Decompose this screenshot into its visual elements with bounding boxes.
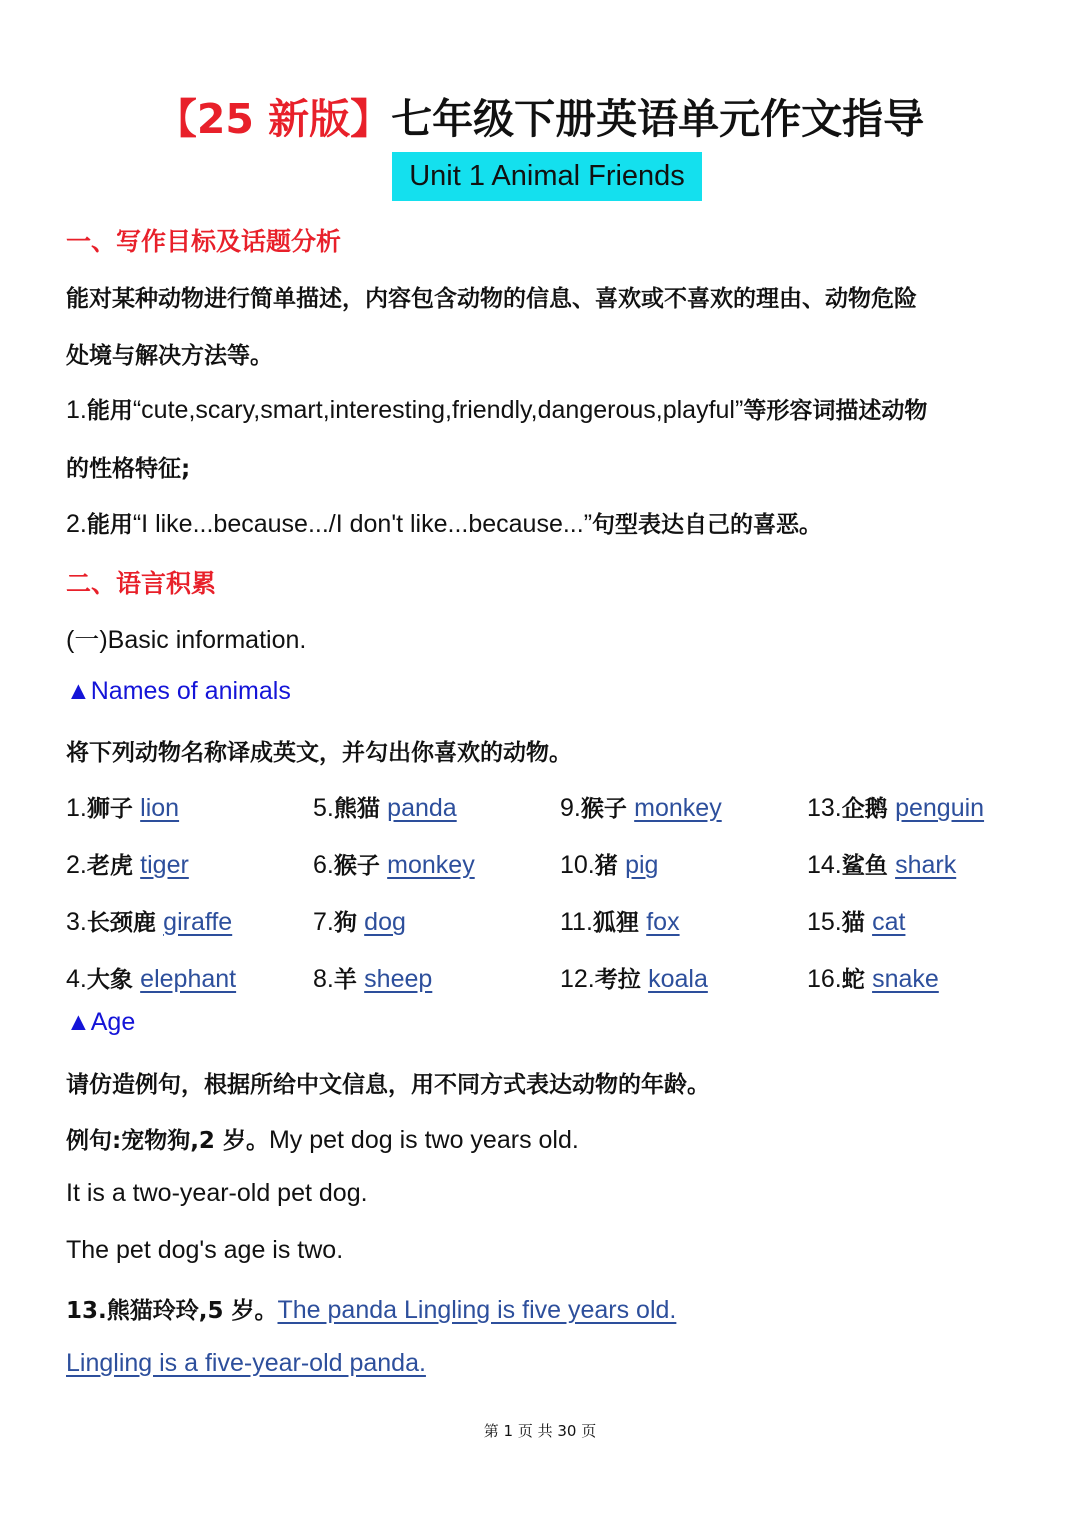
animal-num: 1.: [66, 794, 87, 822]
intro-line1: 能对某种动物进行简单描述，内容包含动物的信息、喜欢或不喜欢的理由、动物危险: [66, 286, 917, 312]
animal-num: 2.: [66, 851, 87, 879]
animal-num: 7.: [313, 908, 334, 936]
animal-answer: lion: [140, 794, 180, 822]
age-heading: ▲Age: [66, 1008, 136, 1036]
question-13-answer-1: The panda Lingling is five years old.: [277, 1296, 677, 1324]
goal-item-2-num: 2.: [66, 510, 87, 538]
goal-item-1-num: 1.: [66, 396, 87, 424]
animal-cn: 猴子: [333, 853, 380, 879]
example-label: 例句:宠物狗,2 岁。: [66, 1128, 269, 1154]
animal-cn: 狗: [333, 910, 357, 936]
animal-cn: 熊猫: [333, 796, 380, 822]
animal-num: 11.: [560, 908, 593, 936]
animal-answer: fox: [646, 908, 680, 936]
section1-heading: 一、写作目标及话题分析: [66, 227, 342, 256]
animal-item: [560, 961, 708, 994]
animal-answer: giraffe: [163, 908, 233, 936]
animal-answer: pig: [625, 851, 659, 879]
animal-cn: 企鹅: [841, 796, 888, 822]
animal-num: 16.: [807, 965, 842, 993]
animal-cn: 猫: [841, 910, 865, 936]
goal-item-1: [66, 392, 927, 425]
animal-cn: 羊: [333, 967, 357, 993]
animal-cn: 猴子: [580, 796, 627, 822]
animal-cn: 蛇: [841, 967, 865, 993]
animal-cn: 鲨鱼: [841, 853, 888, 879]
animal-num: 8.: [313, 965, 334, 993]
page-footer: 第 1 页 共 30 页: [483, 1422, 597, 1440]
goal-item-2-pattern: “I like...because.../I don't like...because...”: [132, 510, 593, 538]
section2-heading: 二、语言积累: [66, 569, 217, 598]
example-line: [66, 1122, 579, 1155]
animal-cn: 狮子: [86, 796, 133, 822]
animal-answer: sheep: [364, 965, 433, 993]
title-prefix: 【25 新版】: [155, 95, 392, 143]
goal-item-2: [66, 506, 822, 539]
animal-answer: shark: [895, 851, 957, 879]
goal-item-1-cn2: 等形容词描述动物: [743, 398, 928, 424]
example-sentence-2: It is a two-year-old pet dog.: [66, 1179, 368, 1207]
animal-item: [560, 847, 658, 880]
animal-num: 10.: [560, 851, 595, 879]
animal-item: [807, 847, 956, 880]
animal-item: [66, 904, 232, 937]
intro-line2: 处境与解决方法等。: [66, 343, 273, 369]
animal-cn: 大象: [86, 967, 133, 993]
animal-answer: snake: [872, 965, 939, 993]
animal-num: 14.: [807, 851, 842, 879]
goal-item-2-cn2: 句型表达自己的喜恶。: [592, 512, 823, 538]
animal-item: [807, 904, 905, 937]
example-sentence-3: The pet dog's age is two.: [66, 1236, 344, 1264]
names-of-animals-heading: ▲Names of animals: [66, 677, 291, 705]
age-instruction: 请仿造例句，根据所给中文信息，用不同方式表达动物的年龄。: [66, 1072, 710, 1098]
animal-cn: 考拉: [594, 967, 641, 993]
animal-cn: 老虎: [86, 853, 133, 879]
animal-cn: 狐狸: [592, 910, 639, 936]
animal-item: [807, 790, 984, 823]
example-sentence-1: My pet dog is two years old.: [268, 1126, 579, 1154]
animal-cn: 猪: [594, 853, 618, 879]
animal-answer: penguin: [895, 794, 985, 822]
animal-num: 6.: [313, 851, 334, 879]
basic-info-subheading: (一)Basic information.: [66, 626, 307, 654]
animal-num: 15.: [807, 908, 842, 936]
animal-item: [313, 961, 432, 994]
animal-item: [560, 790, 722, 823]
unit-label: Unit 1 Animal Friends: [392, 152, 702, 201]
page-title: [0, 86, 1080, 145]
goal-item-2-cn1: 能用: [86, 512, 133, 538]
animal-num: 4.: [66, 965, 87, 993]
goal-item-1-adjectives: “cute,scary,smart,interesting,friendly,dangerous,playful”: [132, 396, 744, 424]
animal-answer: monkey: [634, 794, 722, 822]
animal-item: [313, 847, 475, 880]
animal-num: 5.: [313, 794, 334, 822]
animal-item: [66, 790, 179, 823]
goal-item-1-cn1: 能用: [86, 398, 133, 424]
animal-item: [807, 961, 939, 994]
animal-answer: koala: [648, 965, 708, 993]
animal-answer: elephant: [140, 965, 237, 993]
animal-answer: monkey: [387, 851, 475, 879]
animal-answer: dog: [364, 908, 406, 936]
animal-num: 3.: [66, 908, 87, 936]
animal-num: 13.: [807, 794, 842, 822]
animal-item: [313, 904, 406, 937]
title-main: 七年级下册英语单元作文指导: [391, 95, 925, 143]
animal-answer: tiger: [140, 851, 189, 879]
question-13: [66, 1292, 676, 1325]
animal-item: [560, 904, 680, 937]
animal-item: [313, 790, 457, 823]
animal-num: 9.: [560, 794, 581, 822]
animal-answer: panda: [387, 794, 457, 822]
question-13-label: 13.熊猫玲玲,5 岁。: [66, 1298, 278, 1324]
names-instruction: 将下列动物名称译成英文，并勾出你喜欢的动物。: [66, 740, 572, 766]
animal-answer: cat: [872, 908, 906, 936]
question-13-answer-2: Lingling is a five-year-old panda.: [66, 1349, 426, 1377]
animal-item: [66, 847, 189, 880]
animal-item: [66, 961, 236, 994]
animal-num: 12.: [560, 965, 595, 993]
animal-cn: 长颈鹿: [86, 910, 156, 936]
goal-item-1-line2: 的性格特征;: [66, 456, 191, 482]
